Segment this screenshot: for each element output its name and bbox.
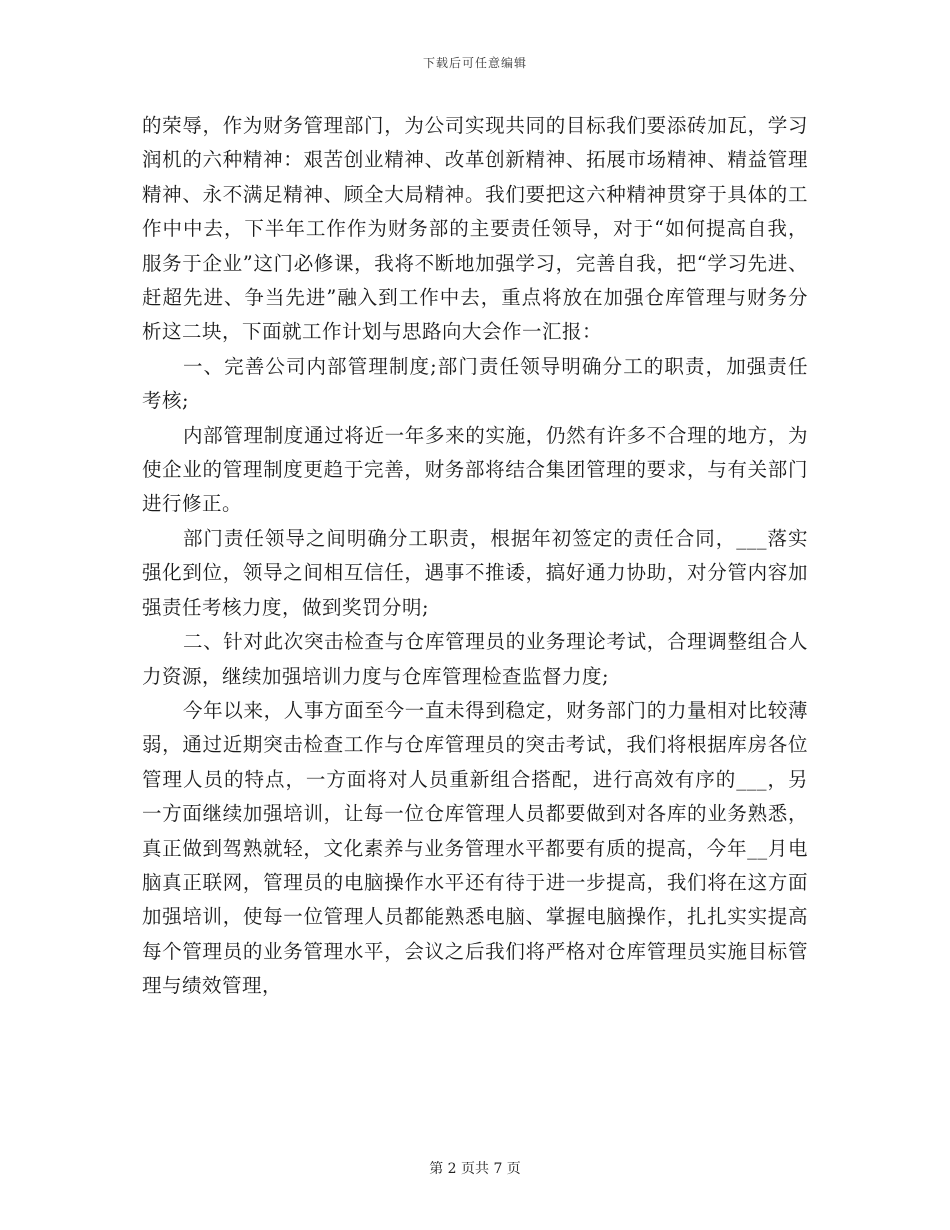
- document-body: [142, 109, 808, 1004]
- paragraph-6: 今年以来，人事方面至今一直未得到稳定，财务部门的力量相对比较薄弱，通过近期突击检查工作与仓库管理员的突击考试，我们将根据库房各位管理人员的特点，一方面将对人员重新组合搭配，进行高效有序的___，另一方面继续加强培训，让每一位仓库管理人员都要做到对各库的业务熟悉，真正做到驾熟就轻，文化素养与业务管理水平都要有质的提高，今年__月电脑真正联网，管理员的电脑操作水平还有待于进一步提高，我们将在这方面加强培训，使每一位管理人员都能熟悉电脑、掌握电脑操作，扎扎实实提高每个管理员的业务管理水平，会议之后我们将严格对仓库管理员实施目标管理与绩效管理，: [142, 698, 808, 998]
- paragraph-5: 二、针对此次突击检查与仓库管理员的业务理论考试，合理调整组合人力资源，继续加强培训力度与仓库管理检查监督力度;: [142, 630, 808, 688]
- paragraph-3: 内部管理制度通过将近一年多来的实施，仍然有许多不合理的地方，为使企业的管理制度更趋于完善，财务部将结合集团管理的要求，与有关部门进行修正。: [142, 423, 808, 516]
- page-header: 下载后可任意编辑: [422, 56, 527, 70]
- paragraph-4: 部门责任领导之间明确分工职责，根据年初签定的责任合同，___落实强化到位，领导之间相互信任，遇事不推诿，搞好通力协助，对分管内容加强责任考核力度，做到奖罚分明;: [142, 526, 808, 619]
- paragraph-1: 的荣辱，作为财务管理部门，为公司实现共同的目标我们要添砖加瓦，学习润机的六种精神：艰苦创业精神、改革创新精神、拓展市场精神、精益管理精神、永不满足精神、顾全大局精神。我们要把这六种精神贯穿于具体的工作中中去，下半年工作作为财务部的主要责任领导，对于“如何提高自我，服务于企业”这门必修课，我将不断地加强学习，完善自我，把“学习先进、赶超先进、争当先进”融入到工作中去，重点将放在加强仓库管理与财务分析这二块，下面就工作计划与思路向大会作一汇报：: [142, 114, 808, 344]
- page-footer: 第 2 页共 7 页: [429, 1161, 521, 1177]
- paragraph-2: 一、完善公司内部管理制度;部门责任领导明确分工的职责，加强责任考核;: [142, 354, 808, 413]
